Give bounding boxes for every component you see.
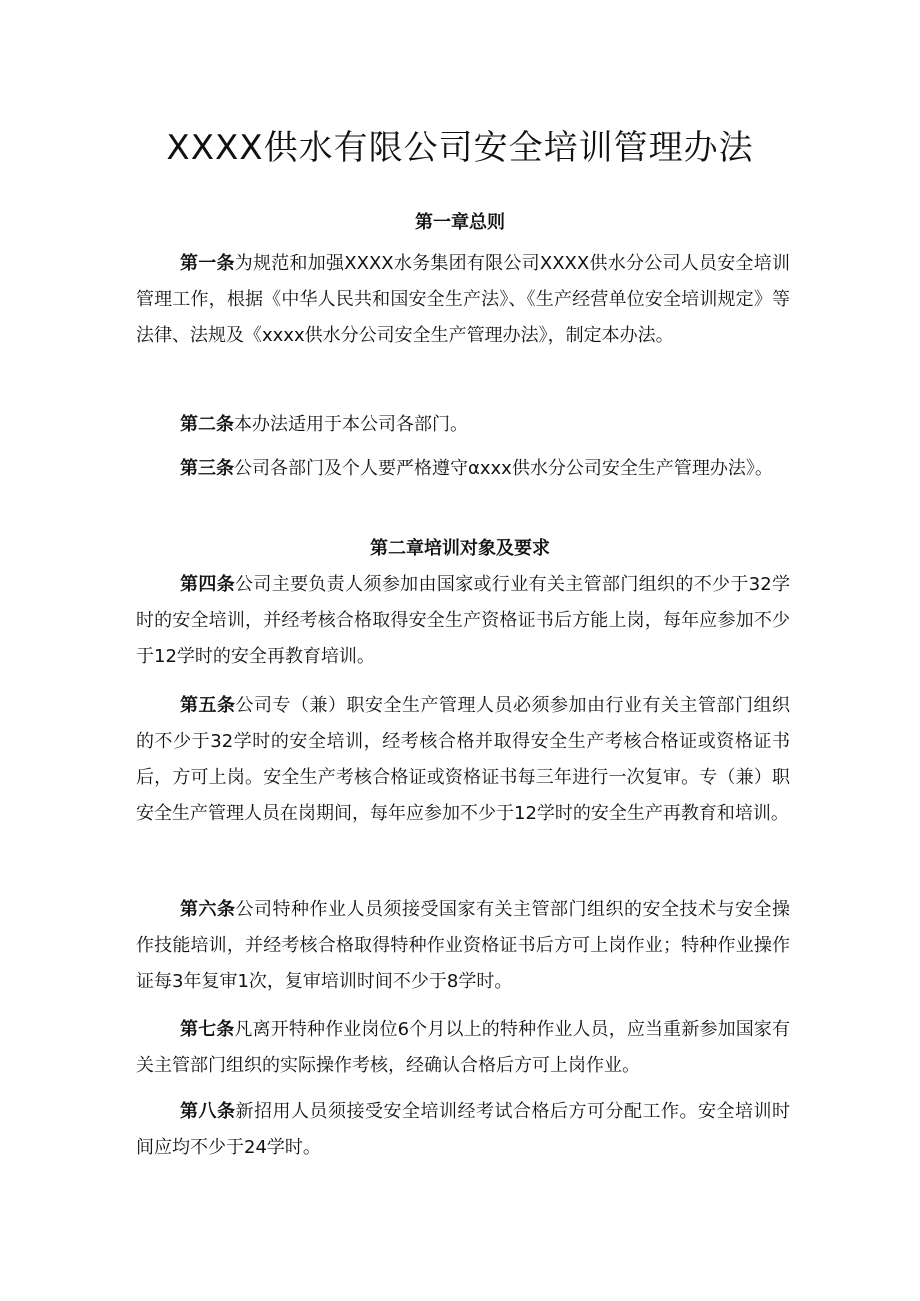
article-text: 公司主要负责人须参加由国家或行业有关主管部门组织的不少于32学时的安全培训，并经考核合格取得安全生产资格证书后方能上岗，每年应参加不少于12学时的安全再教育培训。 [136, 574, 791, 667]
article-2 [136, 407, 790, 443]
article-text: 为规范和加强XXXX水务集团有限公司XXXX供水分公司人员安全培训管理工作，根据《中华人民共和国安全生产法》、《生产经营单位安全培训规定》等法律、法规及《xxxx供水分公司安全生产管理办法》，制定本办法。 [136, 253, 790, 346]
article-8 [136, 1094, 790, 1166]
document-title: XXXX供水有限公司安全培训管理办法 [166, 128, 754, 168]
article-7 [136, 1012, 790, 1084]
article-text: 凡离开特种作业岗位6个月以上的特种作业人员，应当重新参加国家有关主管部门组织的实际操作考核，经确认合格后方可上岗作业。 [136, 1019, 791, 1076]
article-1 [136, 246, 790, 354]
chapter-heading-1: 第一章总则 [415, 212, 505, 233]
article-label: 第三条 [180, 458, 234, 479]
article-5 [136, 688, 790, 832]
article-label: 第一条 [180, 253, 235, 274]
article-text: 新招用人员须接受安全培训经考试合格后方可分配工作。安全培训时间应均不少于24学时。 [136, 1101, 790, 1158]
article-label: 第四条 [180, 574, 236, 595]
article-3 [136, 451, 790, 487]
article-label: 第七条 [180, 1019, 235, 1040]
article-text: 本办法适用于本公司各部门。 [234, 414, 468, 435]
article-label: 第六条 [180, 899, 236, 920]
article-text: 公司专（兼）职安全生产管理人员必须参加由行业有关主管部门组织的不少于32学时的安全培训，经考核合格并取得安全生产考核合格证或资格证书后，方可上岗。安全生产考核合格证或资格证书每三年进行一次复审。专（兼）职安全生产管理人员在岗期间，每年应参加不少于12学时的安全生产再教育和培训。 [136, 695, 790, 824]
article-label: 第二条 [180, 414, 234, 435]
article-6 [136, 892, 790, 1000]
article-label: 第五条 [180, 695, 236, 716]
article-label: 第八条 [180, 1101, 236, 1122]
article-text: 公司特种作业人员须接受国家有关主管部门组织的安全技术与安全操作技能培训，并经考核合格取得特种作业资格证书后方可上岗作业；特种作业操作证每3年复审1次，复审培训时间不少于8学时。 [136, 899, 790, 992]
article-text: 公司各部门及个人要严格遵守αxxx供水分公司安全生产管理办法》。 [234, 458, 773, 479]
article-4 [136, 567, 790, 675]
chapter-heading-2: 第二章培训对象及要求 [370, 538, 550, 559]
